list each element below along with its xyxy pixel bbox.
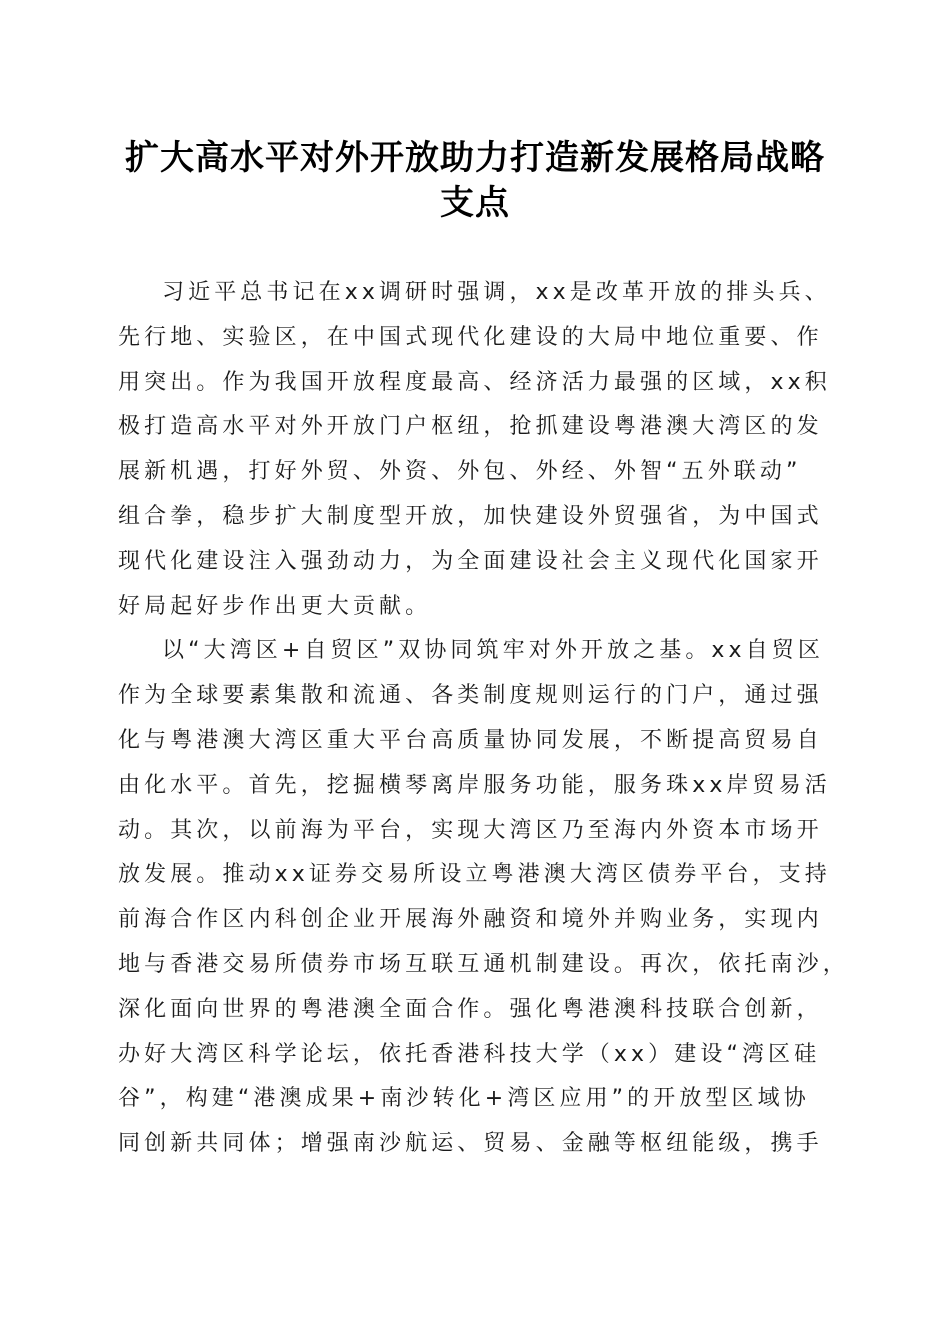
paragraph-line: 深化面向世界的粤港澳全面合作。强化粤港澳科技联合创新， <box>118 996 823 1022</box>
title-line-1: 扩大高水平对外开放助力打造新发展格局战略 <box>125 138 825 178</box>
title-line-2: 支点 <box>440 183 510 223</box>
paragraph-line: 以“大湾区+自贸区”双协同筑牢对外开放之基。xx自贸区 <box>162 638 824 664</box>
document-title <box>100 136 850 226</box>
paragraph-line: 化与粤港澳大湾区重大平台高质量协同发展，不断提高贸易自 <box>118 727 823 753</box>
paragraph-line: 动。其次，以前海为平台，实现大湾区乃至海内外资本市场开 <box>118 817 823 843</box>
paragraph-line: 同创新共同体；增强南沙航运、贸易、金融等枢纽能级，携手 <box>118 1131 823 1157</box>
paragraph-line: 极打造高水平对外开放门户枢纽，抢抓建设粤港澳大湾区的发 <box>118 414 823 440</box>
document-body <box>118 271 849 1167</box>
paragraph-line: 由化水平。首先，挖掘横琴离岸服务功能，服务珠xx岸贸易活 <box>118 772 831 798</box>
paragraph-line: 组合拳，稳步扩大制度型开放，加快建设外贸强省，为中国式 <box>118 503 823 529</box>
paragraph-line: 谷”，构建“港澳成果+南沙转化+湾区应用”的开放型区域协 <box>118 1086 810 1112</box>
paragraph-line: 习近平总书记在xx调研时强调，xx是改革开放的排头兵、 <box>162 280 831 305</box>
paragraph-1 <box>118 271 838 629</box>
paragraph-2 <box>118 629 849 1167</box>
paragraph-line: 前海合作区内科创企业开展海外融资和境外并购业务，实现内 <box>118 907 823 933</box>
paragraph-line: 先行地、实验区，在中国式现代化建设的大局中地位重要、作 <box>118 324 823 350</box>
paragraph-line: 用突出。作为我国开放程度最高、经济活力最强的区域，xx积 <box>118 369 831 395</box>
paragraph-line: 放发展。推动xx证券交易所设立粤港澳大湾区债券平台，支持 <box>118 862 831 888</box>
paragraph-line: 展新机遇，打好外贸、外资、外包、外经、外智“五外联动” <box>118 459 802 485</box>
paragraph-line: 办好大湾区科学论坛，依托香港科技大学（xx）建设“湾区硅 <box>118 1041 821 1067</box>
paragraph-line: 地与香港交易所债券市场互联互通机制建设。再次，依托南沙， <box>118 951 849 977</box>
paragraph-line: 现代化建设注入强劲动力，为全面建设社会主义现代化国家开 <box>118 548 823 574</box>
paragraph-line: 好局起好步作出更大贡献。 <box>118 593 432 619</box>
paragraph-line: 作为全球要素集散和流通、各类制度规则运行的门户，通过强 <box>118 683 823 709</box>
